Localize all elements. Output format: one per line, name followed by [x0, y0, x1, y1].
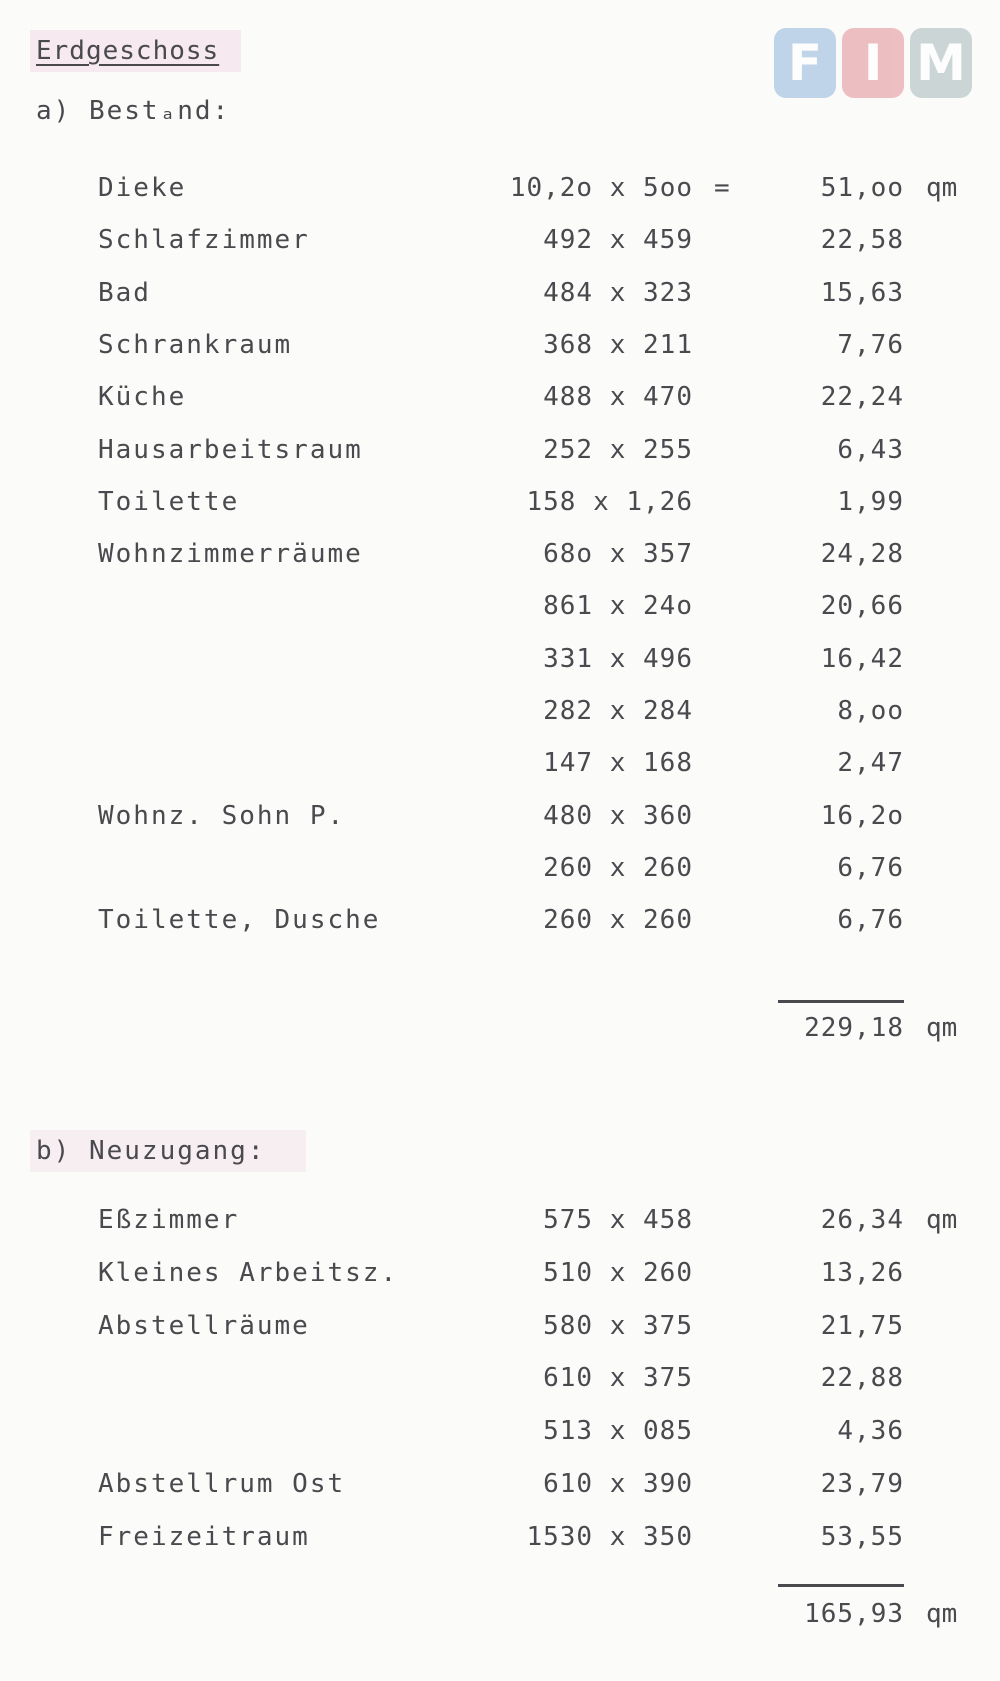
area-value: 22,88	[820, 1363, 904, 1394]
area-value: 4,36	[837, 1416, 904, 1447]
room-name: Wohnzimmerräume	[98, 539, 363, 570]
room-name: Kleines Arbeitsz.	[98, 1257, 399, 1288]
dimensions: 484 x 323	[543, 277, 693, 308]
area-value: 51,oo	[820, 173, 904, 203]
room-name: Freizeitraum	[98, 1521, 310, 1552]
table-row	[0, 1517, 1000, 1557]
area-unit: qm	[926, 173, 958, 203]
bestand-sum-rule	[778, 1000, 904, 1003]
table-row	[0, 1253, 1000, 1293]
room-name: Schrankraum	[98, 329, 293, 360]
dimensions: 861 x 24o	[543, 591, 693, 622]
area-value: 8,oo	[837, 696, 904, 726]
dimensions: 252 x 255	[543, 434, 693, 465]
bestand-total-area: 229,18	[804, 1013, 904, 1043]
table-row	[0, 325, 1000, 365]
area-value: 15,63	[820, 277, 904, 308]
table-row	[0, 1306, 1000, 1346]
room-name: Eßzimmer	[98, 1205, 240, 1235]
area-value: 7,76	[837, 329, 904, 360]
dimensions: 260 x 260	[543, 905, 693, 936]
dimensions: 492 x 459	[543, 225, 693, 256]
table-row	[0, 1411, 1000, 1451]
room-name: Schlafzimmer	[98, 225, 310, 256]
logo-letter-f: F	[774, 28, 836, 98]
neuzugang-sum-rule	[778, 1584, 904, 1587]
table-row	[0, 534, 1000, 574]
table-row	[0, 796, 1000, 836]
table-row	[0, 1200, 1000, 1240]
table-row	[0, 220, 1000, 260]
table-row	[0, 377, 1000, 417]
area-value: 6,76	[837, 905, 904, 936]
area-value: 6,43	[837, 434, 904, 465]
table-row	[0, 691, 1000, 731]
table-row	[0, 900, 1000, 940]
section-title-neuzugang: b) Neuzugang:	[30, 1130, 306, 1172]
dimensions: 610 x 390	[543, 1469, 693, 1499]
bestand-total-unit: qm	[926, 1013, 958, 1043]
table-row	[0, 430, 1000, 470]
table-row	[0, 848, 1000, 888]
table-row	[0, 482, 1000, 522]
area-value: 13,26	[820, 1257, 904, 1288]
table-row	[0, 586, 1000, 626]
area-value: 20,66	[820, 591, 904, 622]
table-row	[0, 1358, 1000, 1398]
dimensions: 147 x 168	[543, 748, 693, 779]
fim-logo	[774, 28, 976, 110]
area-value: 6,76	[837, 852, 904, 883]
room-name: Hausarbeitsraum	[98, 434, 363, 465]
floor-heading	[30, 30, 241, 72]
neuzugang-total-area: 165,93	[804, 1599, 904, 1629]
room-name: Abstellrum Ost	[98, 1469, 346, 1499]
floor-heading-text: Erdgeschoss	[36, 36, 220, 66]
room-name: Küche	[98, 382, 187, 413]
dimensions: 1530 x 350	[526, 1521, 693, 1552]
area-value: 1,99	[837, 486, 904, 517]
dimensions: 610 x 375	[543, 1363, 693, 1394]
area-unit: qm	[926, 1205, 958, 1235]
table-row	[0, 168, 1000, 208]
room-name: Toilette, Dusche	[98, 905, 381, 936]
table-row	[0, 743, 1000, 783]
logo-letter-m: M	[910, 28, 972, 98]
area-value: 53,55	[820, 1521, 904, 1552]
bestand-total	[0, 1008, 1000, 1048]
dimensions: 10,2o x 5oo	[509, 173, 693, 203]
dimensions: 368 x 211	[543, 329, 693, 360]
table-row	[0, 1464, 1000, 1504]
dimensions: 513 x 085	[543, 1416, 693, 1447]
area-value: 2,47	[837, 748, 904, 779]
area-value: 16,2o	[820, 800, 904, 831]
section-title-bestand: a) Bestₐnd:	[36, 96, 231, 126]
table-row	[0, 639, 1000, 679]
area-value: 22,58	[820, 225, 904, 256]
dimensions: 331 x 496	[543, 643, 693, 674]
dimensions: 580 x 375	[543, 1310, 693, 1341]
neuzugang-total-unit: qm	[926, 1599, 958, 1629]
area-value: 21,75	[820, 1310, 904, 1341]
room-name: Bad	[98, 277, 151, 308]
equals-sign: =	[714, 173, 730, 203]
dimensions: 68o x 357	[543, 539, 693, 570]
dimensions: 158 x 1,26	[526, 486, 693, 517]
dimensions: 575 x 458	[543, 1205, 693, 1235]
logo-letter-i: I	[842, 28, 904, 98]
room-name: Wohnz. Sohn P.	[98, 800, 346, 831]
area-value: 26,34	[820, 1205, 904, 1235]
room-name: Toilette	[98, 486, 240, 517]
room-name: Abstellräume	[98, 1310, 310, 1341]
dimensions: 510 x 260	[543, 1257, 693, 1288]
area-value: 22,24	[820, 382, 904, 413]
room-name: Dieke	[98, 173, 187, 203]
dimensions: 488 x 470	[543, 382, 693, 413]
area-value: 23,79	[820, 1469, 904, 1499]
dimensions: 260 x 260	[543, 852, 693, 883]
dimensions: 480 x 360	[543, 800, 693, 831]
neuzugang-total	[0, 1594, 1000, 1634]
dimensions: 282 x 284	[543, 696, 693, 726]
area-value: 16,42	[820, 643, 904, 674]
table-row	[0, 273, 1000, 313]
area-value: 24,28	[820, 539, 904, 570]
